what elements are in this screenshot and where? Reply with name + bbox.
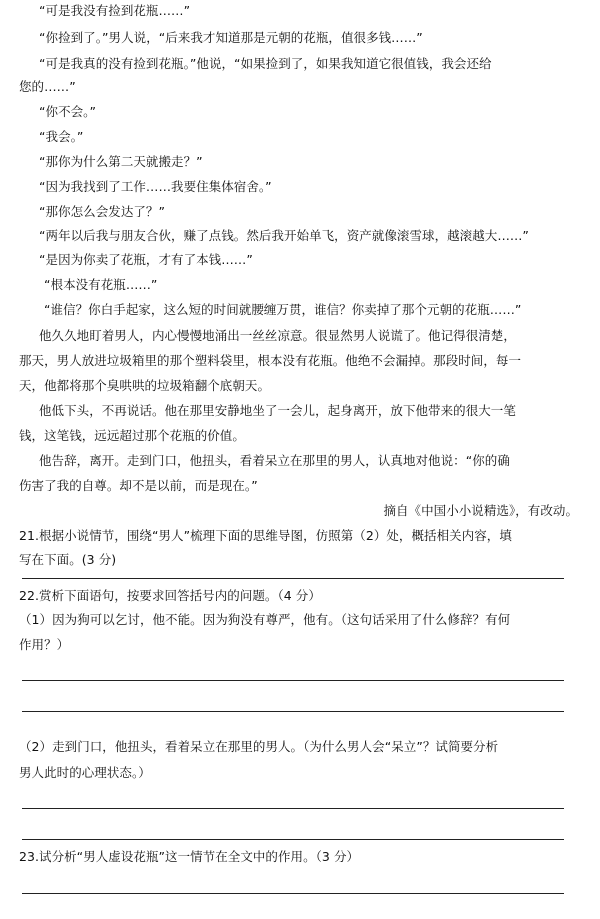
story-line: 那天，男人放进垃圾箱里的那个塑料袋里，根本没有花瓶。他绝不会漏掉。那段时间，每一	[19, 353, 522, 368]
answer-line[interactable]	[22, 711, 564, 712]
answer-line[interactable]	[22, 893, 564, 894]
question-22-2-text: 男人此时的心理状态。）	[19, 765, 151, 780]
story-line: “可是我没有捡到花瓶……”	[39, 3, 191, 18]
story-line: “那你为什么第二天就搬走？”	[39, 154, 203, 169]
story-line: “根本没有花瓶……”	[44, 277, 158, 292]
story-line: “谁信？你白手起家，这么短的时间就腰缠万贯，谁信？你卖掉了那个元朝的花瓶……”	[44, 302, 522, 317]
story-line: 钱，这笔钱，远远超过那个花瓶的价值。	[19, 428, 245, 443]
story-line: “可是我真的没有捡到花瓶。”他说，“如果捡到了，如果我知道它很值钱，我会还给	[39, 56, 492, 71]
story-line: 他告辞，离开。走到门口，他扭头，看着呆立在那里的男人，认真地对他说：“你的确	[39, 453, 510, 468]
story-line: 伤害了我的自尊。却不是以前，而是现在。”	[19, 478, 258, 493]
question-22-1-text: （1）因为狗可以乞讨，他不能。因为狗没有尊严，他有。（这句话采用了什么修辞？有何	[19, 612, 511, 627]
story-line: “那你怎么会发达了？”	[39, 204, 166, 219]
question-22-title: 22.赏析下面语句，按要求回答括号内的问题。（4 分）	[19, 588, 321, 603]
question-22-1-text: 作用？）	[19, 637, 70, 652]
question-22-2-text: （2）走到门口，他扭头，看着呆立在那里的男人。（为什么男人会“呆立”？试简要分析	[19, 739, 499, 754]
story-line: 他低下头，不再说话。他在那里安静地坐了一会儿，起身离开，放下他带来的很大一笔	[39, 403, 516, 418]
story-line: 天，他都将那个臭哄哄的垃圾箱翻个底朝天。	[19, 378, 271, 393]
question-23-title: 23.试分析“男人虚设花瓶”这一情节在全文中的作用。（3 分）	[19, 849, 360, 864]
story-line: “你捡到了。”男人说，“后来我才知道那是元朝的花瓶，值很多钱……”	[39, 30, 423, 45]
story-line: “你不会。”	[39, 104, 97, 119]
answer-line[interactable]	[22, 578, 564, 579]
answer-line[interactable]	[22, 839, 564, 840]
story-line: “我会。”	[39, 129, 84, 144]
story-line: “因为我找到了工作……我要住集体宿舍。”	[39, 179, 272, 194]
source-citation: 摘自《中国小小说精选》，有改动。	[383, 503, 578, 518]
story-line: 您的……”	[19, 79, 76, 94]
story-line: 他久久地盯着男人，内心慢慢地涌出一丝丝凉意。很显然男人说谎了。他记得很清楚，	[39, 328, 516, 343]
story-line: “两年以后我与朋友合伙，赚了点钱。然后我开始单飞，资产就像滚雪球，越滚越大……”	[39, 228, 529, 243]
answer-line[interactable]	[22, 680, 564, 681]
question-21-text: 写在下面。(3 分)	[19, 552, 117, 567]
story-line: “是因为你卖了花瓶，才有了本钱……”	[39, 252, 253, 267]
question-21-text: 21.根据小说情节，围绕“男人”梳理下面的思维导图，仿照第（2）处，概括相关内容，填	[19, 528, 512, 543]
answer-line[interactable]	[22, 808, 564, 809]
